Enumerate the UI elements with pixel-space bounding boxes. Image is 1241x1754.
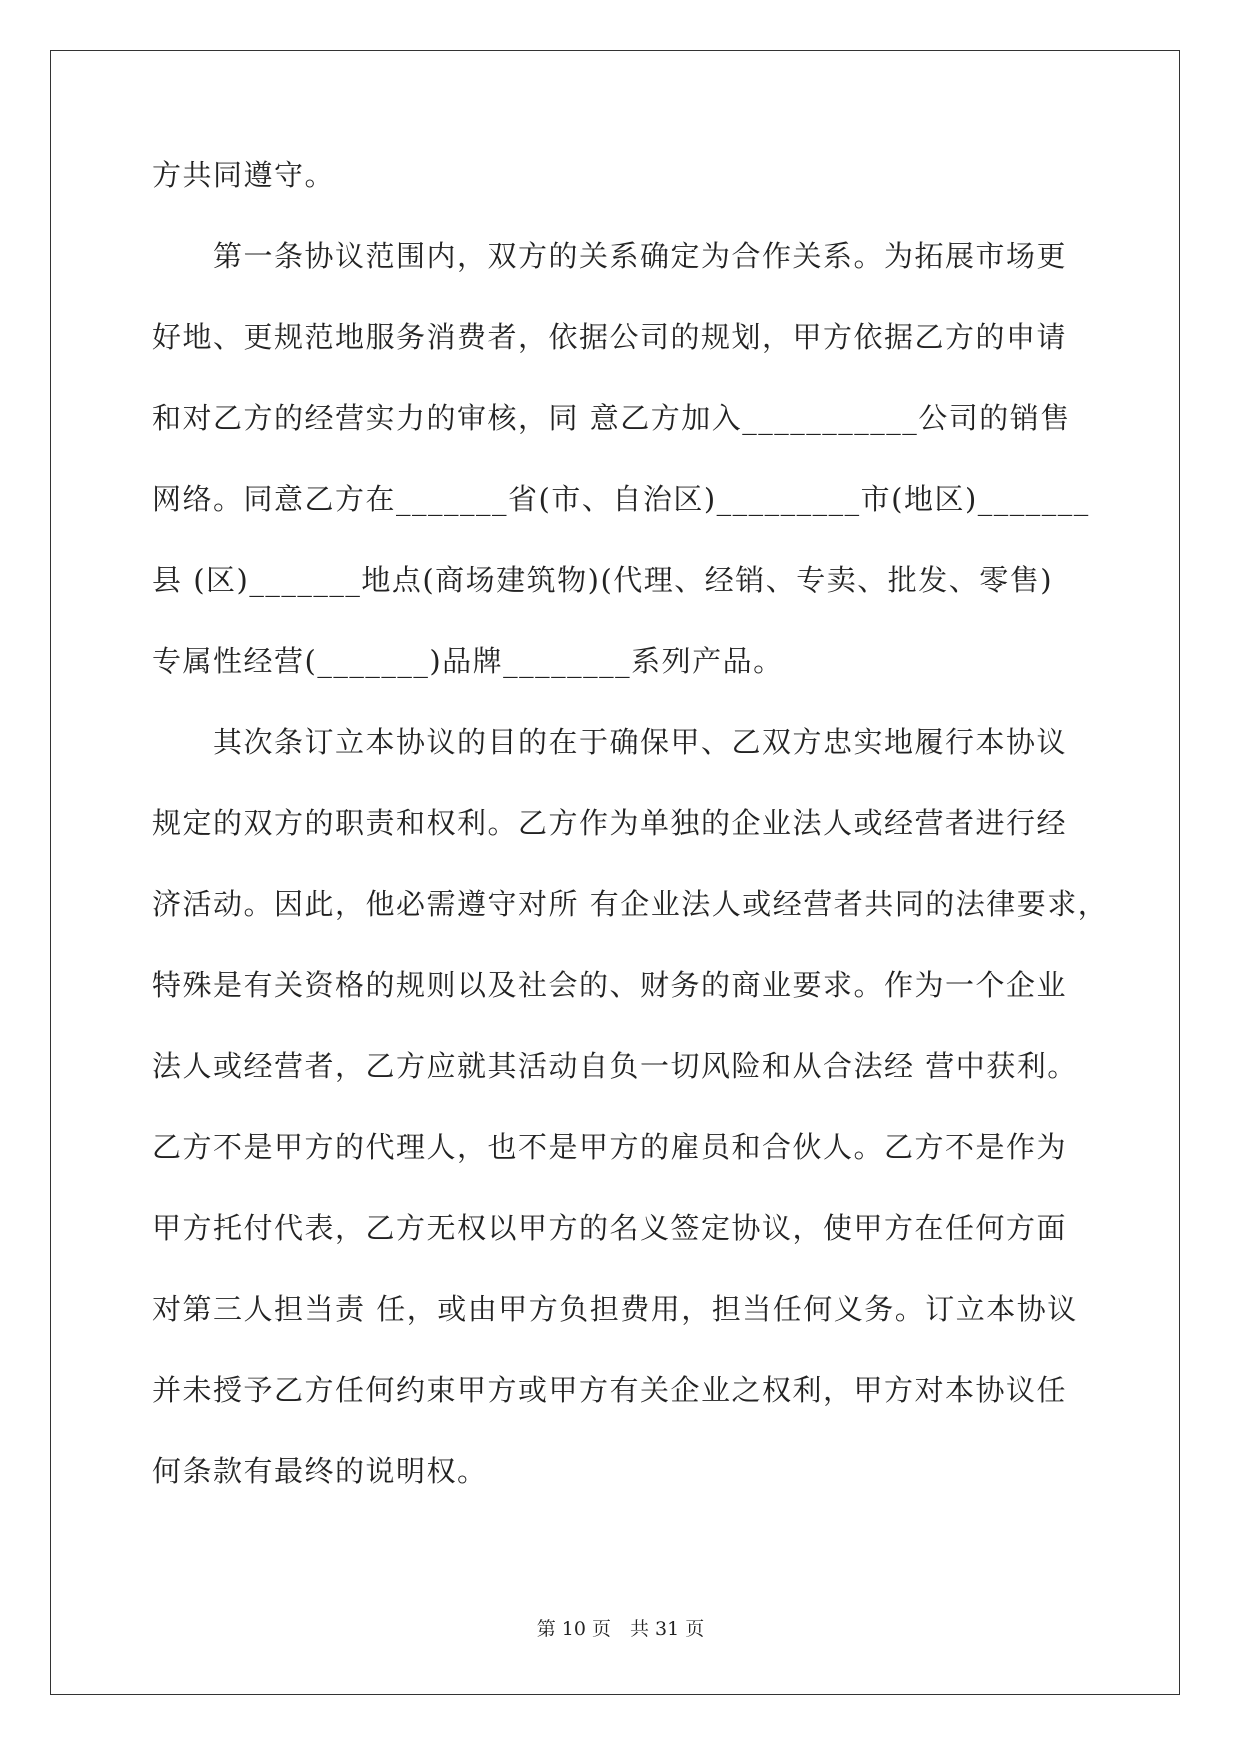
text-line: 并未授予乙方任何约束甲方或甲方有关企业之权利，甲方对本协议任 <box>152 1373 1068 1407</box>
text-line: 对第三人担当责 任，或由甲方负担费用，担当任何义务。订立本协议 <box>152 1292 1078 1326</box>
text-line: 和对乙方的经营实力的审核，同 意乙方加入___________公司的销售 <box>152 401 1071 435</box>
text-line: 县 (区)_______地点(商场建筑物)(代理、经销、专卖、批发、零售) <box>152 563 1054 597</box>
text-line: 方共同遵守。 <box>152 158 336 192</box>
text-line: 特殊是有关资格的规则以及社会的、财务的商业要求。作为一个企业 <box>152 968 1068 1002</box>
text-line: 甲方托付代表，乙方无权以甲方的名义签定协议，使甲方在任何方面 <box>152 1211 1068 1245</box>
text-line: 好地、更规范地服务消费者，依据公司的规划，甲方依据乙方的申请 <box>152 320 1068 354</box>
text-line: 网络。同意乙方在_______省(市、自治区)_________市(地区)_______ <box>152 482 1090 516</box>
text-line: 规定的双方的职责和权利。乙方作为单独的企业法人或经营者进行经 <box>152 806 1068 840</box>
text-line: 第一条协议范围内，双方的关系确定为合作关系。为拓展市场更 <box>152 239 1068 273</box>
page-number: 第 10 页 共 31 页 <box>536 1618 705 1640</box>
text-line: 何条款有最终的说明权。 <box>152 1454 488 1488</box>
text-line: 专属性经营(_______)品牌________系列产品。 <box>152 644 784 678</box>
text-line: 济活动。因此，他必需遵守对所 有企业法人或经营者共同的法律要求， <box>152 887 1109 921</box>
text-line: 乙方不是甲方的代理人，也不是甲方的雇员和合伙人。乙方不是作为 <box>152 1130 1068 1164</box>
text-line: 其次条订立本协议的目的在于确保甲、乙双方忠实地履行本协议 <box>152 725 1068 759</box>
text-line: 法人或经营者，乙方应就其活动自负一切风险和从合法经 营中获利。 <box>152 1049 1078 1083</box>
document-body <box>152 155 1109 1532</box>
